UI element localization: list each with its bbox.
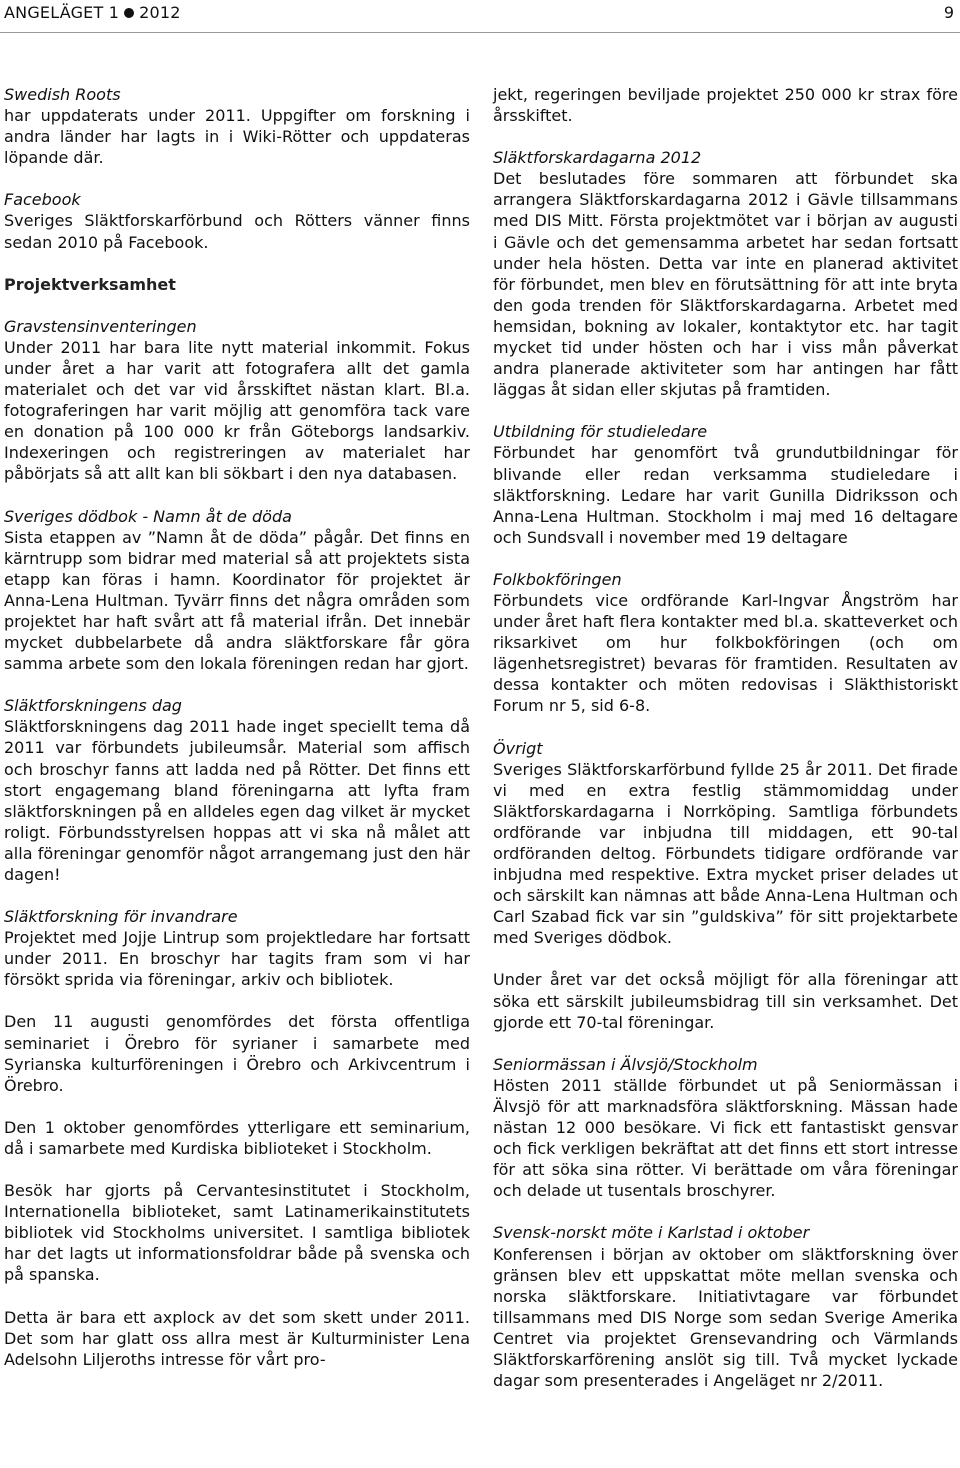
page-number: 9 bbox=[943, 3, 954, 22]
page-header bbox=[0, 0, 960, 40]
section-heading-slaktforskningens-dag: Släktforskningens dag bbox=[4, 696, 182, 716]
left-column bbox=[4, 84, 470, 1370]
right-column bbox=[493, 84, 958, 1391]
section-heading-gravstensinventeringen: Gravstensinventeringen bbox=[4, 316, 197, 336]
paragraph-besok: Besök har gjorts på Cervantesinstitutet i Stockholm, Internationella biblioteket, samt Latinamerikainstitutets bibliotek vid Stockholms universitet. I samtliga bibliotek har det lagts ut informationsfoldrar både på svenska och på spanska. bbox=[4, 1181, 470, 1285]
paragraph-dodbok: Sista etappen av ”Namn åt de döda” pågår. Det finns en kärntrupp som bidrar med material så att projektets sista etapp kan föras i hamn. Koordinator för projektet är Anna-Lena Hultman. Tyvärr finns det några områden som projektet har haft svårt att få material ifrån. Det innebär mycket dubbelarbete då andra släktforskare får göra samma arbete som den lokala föreningen redan har gjort. bbox=[4, 527, 470, 674]
publication-title bbox=[4, 3, 181, 23]
paragraph-folkbokforingen: Förbundets vice ordförande Karl-Ingvar Ångström har under året haft flera kontakter med bl.a. skatteverket och riksarkivet om hur folkbokföringen (och om lägenhetsregistret) bevaras för framtiden. Resultaten av dessa kontakter och möten redovisas i Släkthistoriskt Forum nr 5, sid 6-8. bbox=[493, 590, 958, 716]
section-heading-folkbokforingen: Folkbokföringen bbox=[493, 569, 622, 589]
paragraph-jubileumsbidrag: Under året var det också möjligt för alla föreningar att söka ett särskilt jubileumsbidrag till sin verksamhet. Det gjorde ett 70-tal föreningar. bbox=[493, 970, 958, 1032]
paragraph-svensk-norskt-mote: Konferensen i början av oktober om släktforskning över gränsen blev ett uppskattat möte mellan svenska och norska släktforskare. Initiativtagare var förbundet tillsammans med DIS Norge som sedan Sverige Amerika Centret via projektet Grensevandring och Värmlands Släktforskarförening anslöt sig till. Två mycket lyckade dagar som presenterades i Angeläget nr 2/2011. bbox=[493, 1244, 958, 1391]
section-heading-invandrare: Släktforskning för invandrare bbox=[4, 907, 238, 927]
section-heading-facebook: Facebook bbox=[4, 190, 81, 210]
paragraph-slaktforskningens-dag: Släktforskningens dag 2011 hade inget speciellt tema då 2011 var förbundets jubileumsår. Material som affisch och broschyr fanns att ladda ned på Rötter. Det finns ett stort engagemang bland föreningarna att lyfta fram släktforskningen på en alldeles egen dag vilket är mycket roligt. Förbundsstyrelsen hoppas att vi ska nå målet att alla föreningar genomför något arrangemang just den här dagen! bbox=[4, 717, 470, 884]
paragraph-oktober-seminarium: Den 1 oktober genomfördes ytterligare ett seminarium, då i samarbete med Kurdiska biblioteket i Stockholm. bbox=[4, 1117, 470, 1158]
section-heading-projektverksamhet: Projektverksamhet bbox=[4, 274, 176, 294]
bullet-dot-icon bbox=[124, 8, 134, 18]
paragraph-facebook: Sveriges Släktforskarförbund och Rötters vänner finns sedan 2010 på Facebook. bbox=[4, 211, 470, 252]
section-heading-ovrigt: Övrigt bbox=[493, 738, 543, 758]
section-heading-seniormassan: Seniormässan i Älvsjö/Stockholm bbox=[493, 1054, 758, 1074]
publication-name: ANGELÄGET 1 bbox=[4, 3, 120, 22]
section-heading-svensk-norskt-mote: Svensk-norskt möte i Karlstad i oktober bbox=[493, 1223, 810, 1243]
section-heading-swedish-roots: Swedish Roots bbox=[4, 85, 121, 104]
section-heading-slaktforskardagarna: Släktforskardagarna 2012 bbox=[493, 148, 702, 168]
paragraph-slaktforskardagarna: Det beslutades före sommaren att förbundet ska arrangera Släktforskardagarna 2012 i Gävle tillsammans med DIS Mitt. Första projektmötet var i början av augusti i Gävle och det gemensamma arbetet har sedan fortsatt under hela hösten. Detta var inte en planerad aktivitet för förbundet, men blev en förutsättning för att inte bryta den goda trenden för Släktforskardagarna. Arbetet med hemsidan, bokning av lokaler, kontaktytor etc. har tagit mycket tid under hösten och har i viss mån påverkat andra planerade aktiviteter som har antingen har fått läggas åt sidan eller skjutas på framtiden. bbox=[493, 169, 958, 400]
section-heading-utbildning: Utbildning för studieledare bbox=[493, 422, 708, 442]
paragraph-ovrigt: Sveriges Släktforskarförbund fyllde 25 år 2011. Det firade vi med en extra festlig stämmomiddag under Släktforskardagarna i Norrköping. Samtliga förbundets ordförande var inbjudna till middagen, ett 90-tal ordföranden deltog. Förbundets tidigare ordförande var inbjudna med respektive. Extra mycket priser delades ut och särskilt kan nämnas att både Anna-Lena Hultman och Carl Szabad fick var sin ”guldskiva” för sitt projektarbete med Sveriges dödbok. bbox=[493, 759, 958, 948]
paragraph-continuation: jekt, regeringen beviljade projektet 250 000 kr strax före årsskiftet. bbox=[493, 85, 958, 126]
paragraph-gravstensinventeringen: Under 2011 har bara lite nytt material inkommit. Fokus under året a har varit att fotografera allt det gamla materialet och det var vid årsskiftet nästan klart. Bl.a. fotograferingen har varit möjlig att genomföra tack vare en donation på 100 000 kr från Göteborgs landsarkiv. Indexeringen och registreringen av materialet har påbörjats så att allt kan bli sökbart i den nya databasen. bbox=[4, 337, 470, 484]
paragraph-swedish-roots: har uppdaterats under 2011. Uppgifter om forskning i andra länder har lagts in i Wiki-Rötter och uppdateras löpande där. bbox=[4, 106, 470, 168]
paragraph-seniormassan: Hösten 2011 ställde förbundet ut på Seniormässan i Älvsjö för att marknadsföra släktforskning. Mässan hade nästan 12 000 besökare. Vi fick ett fantastiskt gensvar och fick verkligen bekräftat att det finns ett stort intresse för att söka sina rötter. Vi berättade om våra föreningar och delade ut tusentals broschyrer. bbox=[493, 1075, 958, 1201]
section-heading-dodbok: Sveriges dödbok - Namn åt de döda bbox=[4, 506, 292, 526]
header-divider bbox=[0, 32, 960, 33]
paragraph-axplock: Detta är bara ett axplock av det som skett under 2011. Det som har glatt oss allra mest är Kulturminister Lena Adelsohn Liljeroths intresse för vårt pro- bbox=[4, 1307, 470, 1369]
publication-year: 2012 bbox=[139, 3, 181, 22]
paragraph-utbildning: Förbundet har genomfört två grundutbildningar för blivande eller redan verksamma studieledare i släktforskning. Ledare har varit Gunilla Didriksson och Anna-Lena Hultman. Stockholm i maj med 16 deltagare och Sundsvall i november med 19 deltagare bbox=[493, 443, 958, 547]
paragraph-invandrare: Projektet med Jojje Lintrup som projektledare har fortsatt under 2011. En broschyr har tagits fram som vi har försökt sprida via föreningar, arkiv och bibliotek. bbox=[4, 928, 470, 990]
paragraph-augusti-seminarium: Den 11 augusti genomfördes det första offentliga seminariet i Örebro för syrianer i samarbete med Syrianska kulturföreningen i Örebro och Arkivcentrum i Örebro. bbox=[4, 1012, 470, 1095]
